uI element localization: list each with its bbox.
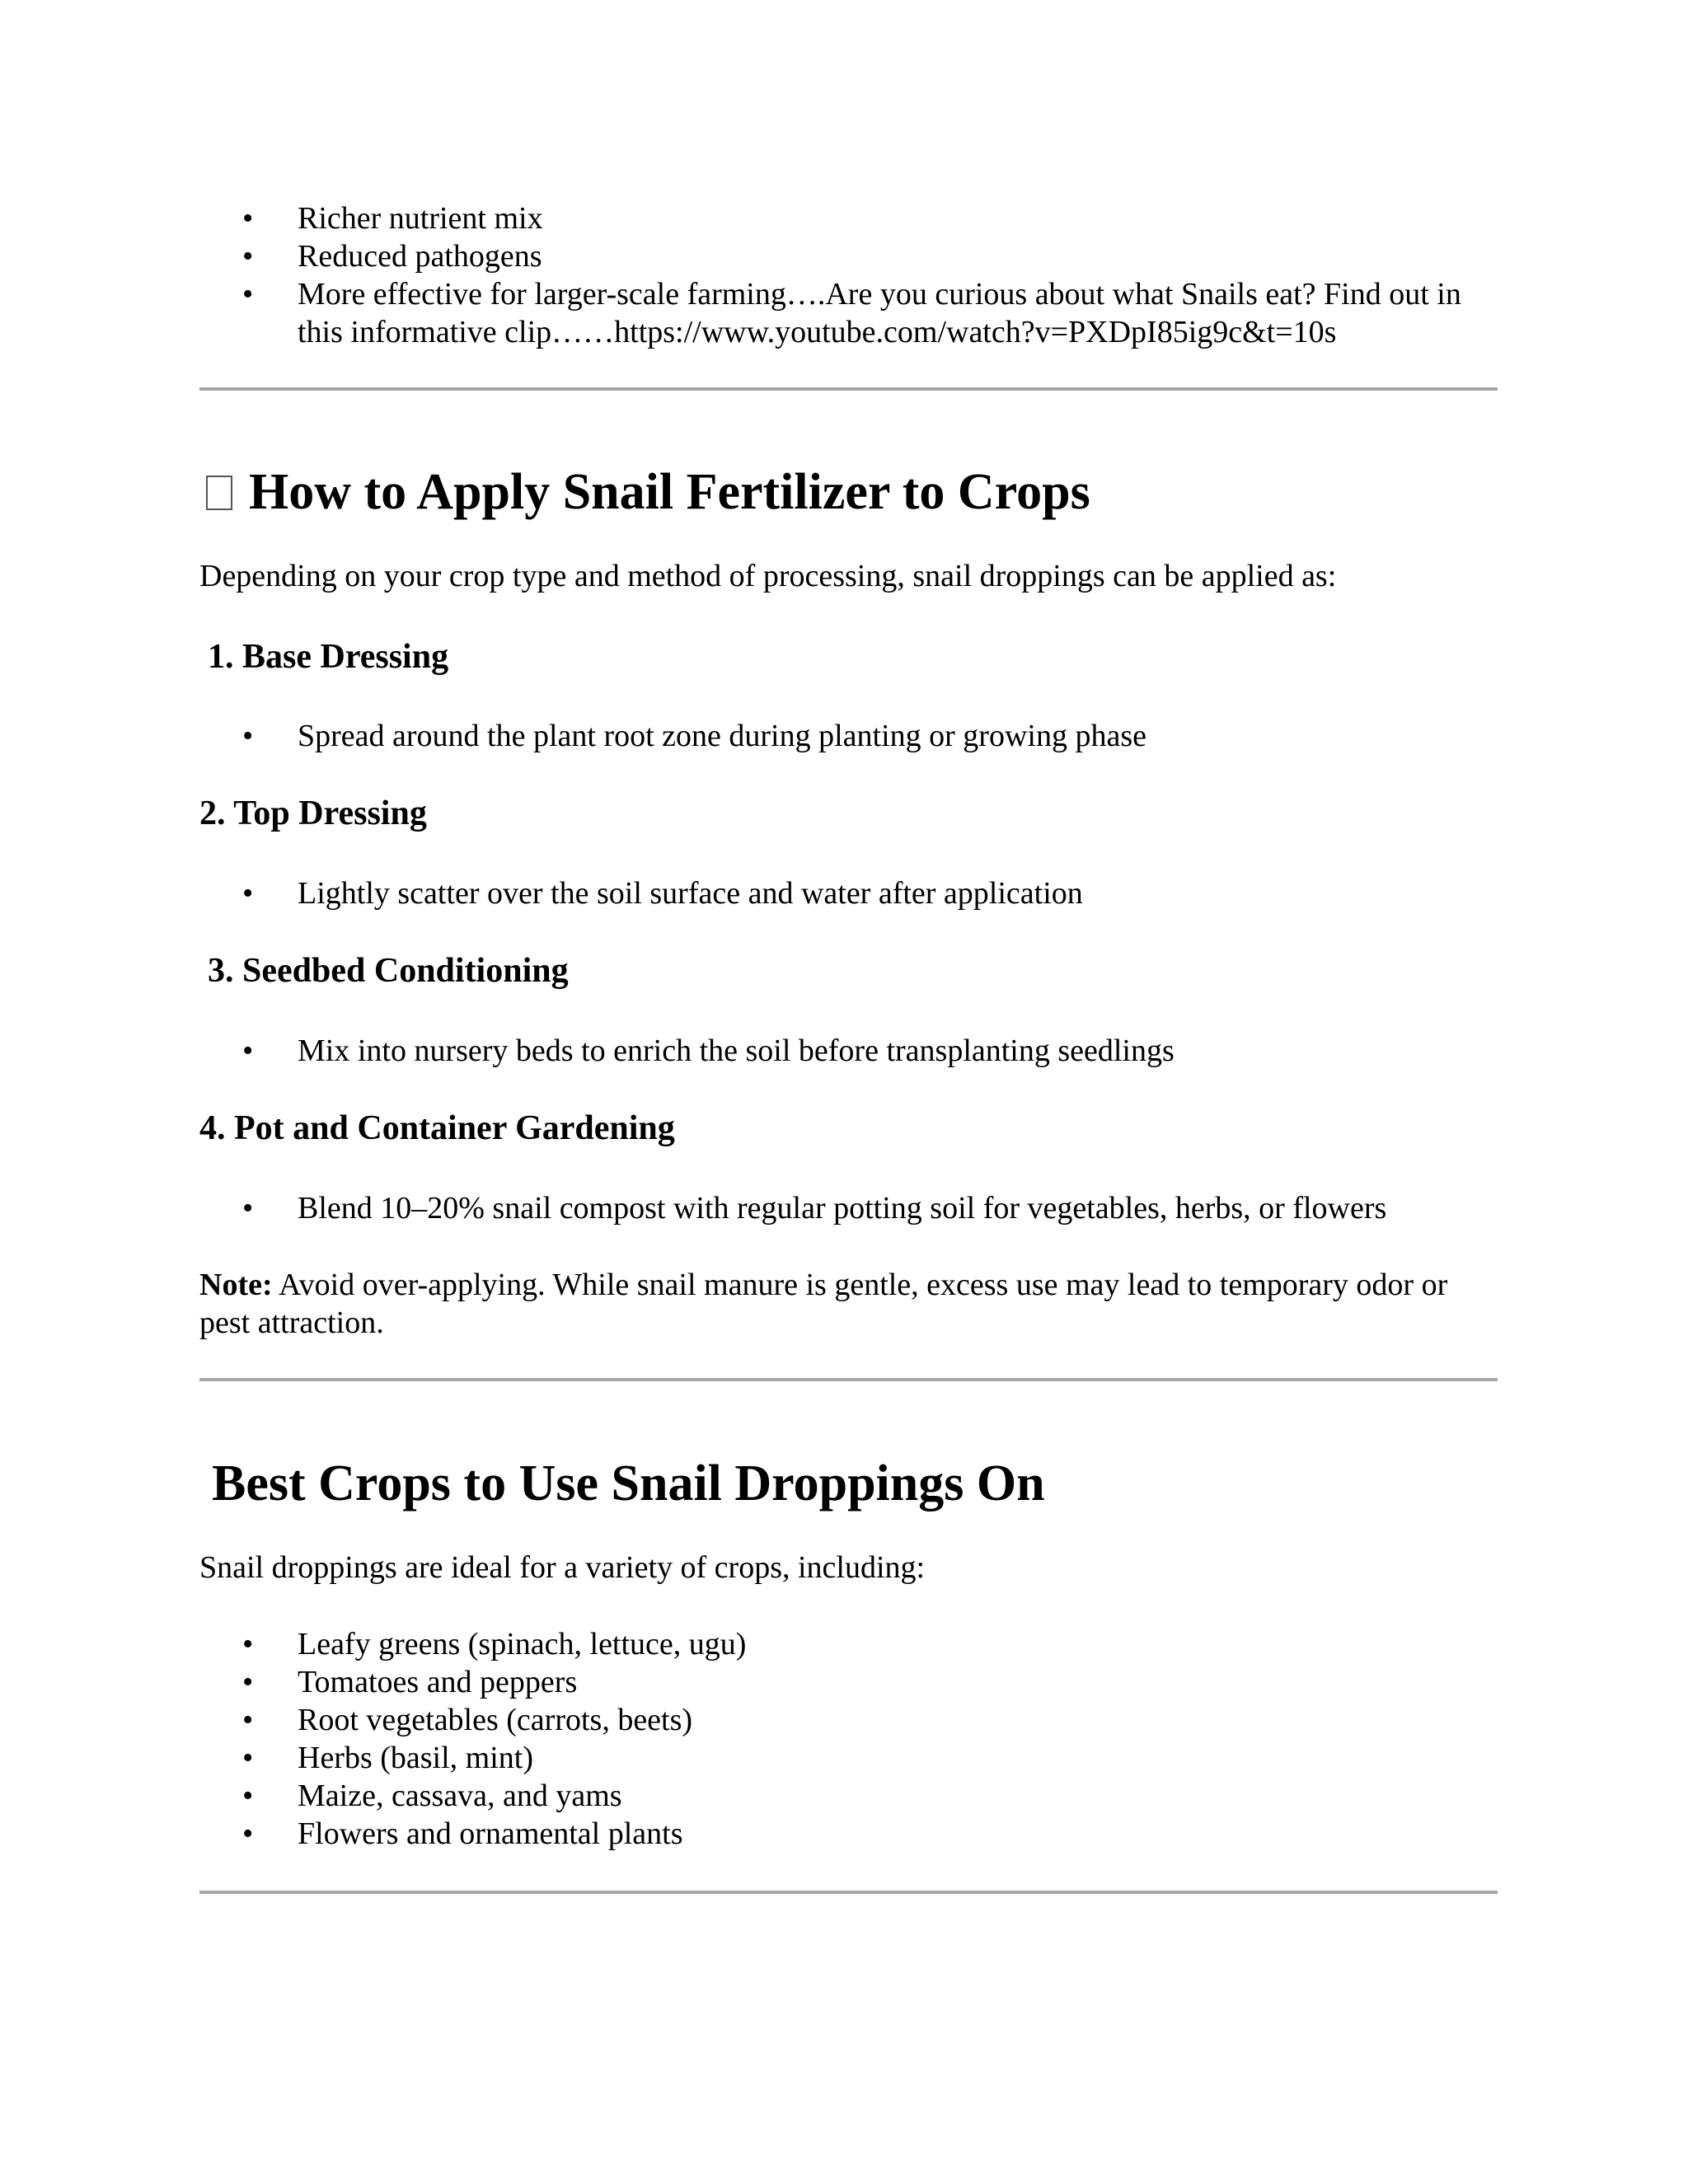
method-title: 3. Seedbed Conditioning (208, 952, 569, 990)
method-title: 2. Top Dressing (199, 794, 427, 832)
list-item: • Spread around the plant root zone during planting or growing phase (199, 717, 1498, 755)
note-label: Note: (199, 1268, 273, 1302)
list-item: • Root vegetables (carrots, beets) (199, 1701, 1498, 1739)
crops-list (199, 1625, 1498, 1853)
method-list-block (199, 874, 1498, 912)
method-title: 4. Pot and Container Gardening (199, 1109, 675, 1147)
method-list-block (199, 717, 1498, 755)
list-item: • Richer nutrient mix (199, 199, 1498, 237)
method-list (199, 874, 1498, 912)
section-heading-apply (199, 463, 1090, 521)
crops-list-block (199, 1625, 1498, 1853)
method-list-block (199, 1032, 1498, 1070)
section-intro-crops: Snail droppings are ideal for a variety of crops, including: (199, 1550, 926, 1585)
list-item: • Lightly scatter over the soil surface and water after application (199, 874, 1498, 912)
list-item: • Tomatoes and peppers (199, 1663, 1498, 1701)
list-item: • Herbs (basil, mint) (199, 1739, 1498, 1777)
method-title: 1. Base Dressing (208, 638, 449, 676)
method-list-block (199, 1189, 1498, 1227)
list-item: • Mix into nursery beds to enrich the soil before transplanting seedlings (199, 1032, 1498, 1070)
horizontal-rule (199, 1378, 1498, 1381)
horizontal-rule (199, 387, 1498, 391)
list-item: • Maize, cassava, and yams (199, 1777, 1498, 1815)
list-item: • Leafy greens (spinach, lettuce, ugu) (199, 1625, 1498, 1663)
list-item: • Flowers and ornamental plants (199, 1815, 1498, 1853)
benefits-list (199, 199, 1498, 351)
list-item: • Blend 10–20% snail compost with regular potting soil for vegetables, herbs, or flowers (199, 1189, 1498, 1227)
section-heading-crops: Best Crops to Use Snail Droppings On (212, 1455, 1045, 1511)
missing-glyph-icon (206, 476, 232, 510)
list-item: • More effective for larger-scale farming….Are you curious about what Snails eat? Find out in this informative clip……https://www.youtube.com/watch?v=PXDpI85ig9c&t=10s (199, 275, 1498, 351)
method-list (199, 1189, 1498, 1227)
list-item: • Reduced pathogens (199, 237, 1498, 275)
section-heading-apply-text: How to Apply Snail Fertilizer to Crops (249, 464, 1090, 520)
method-list (199, 717, 1498, 755)
benefits-list-block (199, 199, 1498, 351)
section-intro-apply: Depending on your crop type and method of processing, snail droppings can be applied as: (199, 559, 1337, 593)
method-list (199, 1032, 1498, 1070)
note-paragraph (199, 1266, 1498, 1342)
horizontal-rule (199, 1891, 1498, 1894)
note-text: Avoid over-applying. While snail manure is gentle, excess use may lead to temporary odor or pest attraction. (199, 1268, 1448, 1340)
